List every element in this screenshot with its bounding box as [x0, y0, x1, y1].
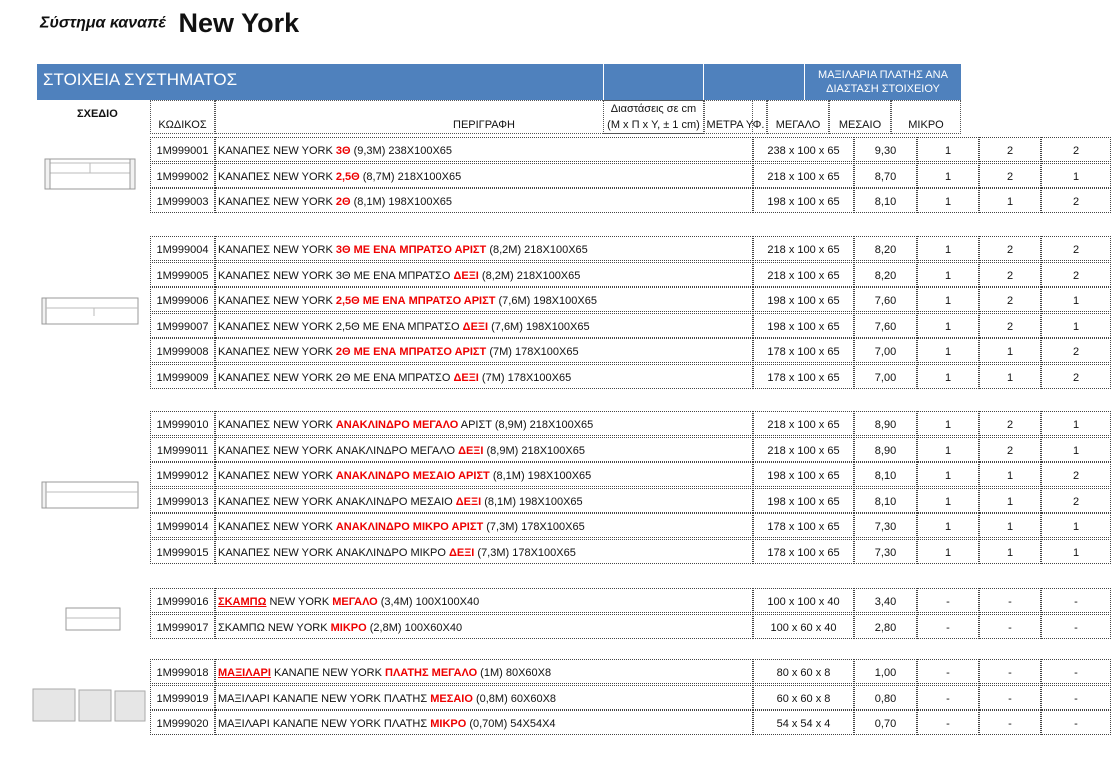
sketch-column-label: ΣΧΕΔΙΟ [77, 108, 118, 120]
product-dimensions: 198 x 100 x 65 [753, 313, 854, 338]
description-text: ΔΕΞΙ [453, 269, 479, 282]
product-dimensions: 218 x 100 x 65 [753, 236, 854, 261]
product-code: 1M999002 [150, 163, 215, 188]
cushions-small: 1 [1041, 513, 1111, 538]
product-description [215, 411, 753, 436]
cushions-large: - [917, 685, 979, 710]
title-system: Σύστημα καναπέ [40, 14, 167, 32]
col-small: ΜΙΚΡΟ [891, 100, 961, 134]
product-description [215, 313, 753, 338]
description-text: ΠΛΑΤΗΣ ΜΕΓΑΛΟ [385, 667, 478, 679]
table-row [150, 462, 1080, 487]
table-row [150, 513, 1080, 538]
description-text: ΚΑΝΑΠΕΣ NEW YORK [218, 521, 336, 533]
product-dimensions: 238 x 100 x 65 [753, 137, 854, 162]
product-description [215, 364, 753, 389]
description-text: 2Θ [335, 196, 351, 208]
description-text: ΚΑΝΑΠΕΣ NEW YORK [218, 145, 336, 157]
cushions-large: 1 [917, 488, 979, 513]
fabric-meters: 8,90 [854, 411, 917, 436]
product-code: 1M999015 [150, 539, 215, 564]
description-text: ΑΝΑΚΛΙΝΔΡΟ ΜΙΚΡΟ ΑΡΙΣΤ [335, 521, 484, 533]
cushions-small: 1 [1041, 313, 1111, 338]
description-text: (7M) 178X100X65 [478, 371, 572, 384]
description-text: 2,5Θ ΜΕ ΕΝΑ ΜΠΡΑΤΣΟ ΑΡΙΣΤ [335, 295, 496, 307]
cushions-medium: - [979, 588, 1041, 613]
fabric-meters: 7,60 [854, 313, 917, 338]
cushions-heading: ΜΑΞΙΛΑΡΙΑ ΠΛΑΤΗΣ ΑΝΑ ΔΙΑΣΤΑΣΗ ΣΤΟΙΧΕΙΟΥ [804, 64, 961, 100]
description-text: 3Θ [335, 145, 351, 157]
description-text: (8,2M) 218X100X65 [478, 269, 581, 282]
fabric-meters: 7,00 [854, 364, 917, 389]
cushions-small: 2 [1041, 236, 1111, 261]
table-row [150, 659, 1078, 684]
product-description [215, 710, 753, 735]
description-text: ΜΙΚΡΟ [430, 718, 467, 730]
cushions-medium: - [979, 659, 1041, 684]
system-heading: ΣΤΟΙΧΕΙΑ ΣΥΣΤΗΜΑΤΟΣ [43, 70, 238, 89]
product-description [215, 338, 753, 363]
cushions-medium: 2 [979, 262, 1041, 287]
description-text: ΚΑΝΑΠΕΣ NEW YORK [218, 295, 336, 307]
product-code: 1M999012 [150, 462, 215, 487]
product-code: 1M999001 [150, 137, 215, 162]
product-dimensions: 218 x 100 x 65 [753, 411, 854, 436]
table-row [150, 313, 1080, 338]
col-fabric: ΜΕΤΡΑ ΥΦ. [704, 100, 767, 134]
product-dimensions: 198 x 100 x 65 [753, 462, 854, 487]
product-code: 1M999006 [150, 287, 215, 312]
table-row [150, 236, 1080, 261]
cushions-large: 1 [917, 462, 979, 487]
description-text: (1M) 80X60X8 [477, 667, 552, 679]
description-text: ΚΑΝΑΠΕΣ NEW YORK 2,5Θ ΜΕ ΕΝΑ ΜΠΡΑΤΣΟ [218, 320, 463, 333]
product-dimensions: 54 x 54 x 4 [753, 710, 854, 735]
cushions-medium: 2 [979, 287, 1041, 312]
description-text: (7,3M) 178X100X65 [474, 546, 576, 559]
cushions-large: 1 [917, 287, 979, 312]
cushions-small: - [1041, 710, 1111, 735]
col-medium: ΜΕΣΑΙΟ [829, 100, 891, 134]
cushions-medium: 1 [979, 513, 1041, 538]
product-code: 1M999008 [150, 338, 215, 363]
description-text: ΚΑΝΑΠΕΣ NEW YORK [218, 419, 336, 431]
product-dimensions: 100 x 60 x 40 [753, 614, 854, 639]
description-text: ΚΑΝΑΠΕΣ NEW YORK [218, 196, 336, 208]
product-code: 1M999004 [150, 236, 215, 261]
sofa-bed-sketch-icon [40, 480, 140, 510]
cushions-large: - [917, 710, 979, 735]
description-text: (8,1M) 198X100X65 [489, 470, 592, 482]
product-code: 1M999010 [150, 411, 215, 436]
description-text: ΔΕΞΙ [455, 495, 482, 508]
description-text: ΑΡΙΣΤ (8,9M) 218X100X65 [458, 419, 594, 431]
fabric-meters: 3,40 [854, 588, 917, 613]
product-dimensions: 218 x 100 x 65 [753, 437, 854, 462]
cushions-medium: 1 [979, 488, 1041, 513]
description-text: ΔΕΞΙ [448, 546, 475, 559]
table-row [150, 588, 1078, 613]
cushions-small: - [1041, 659, 1111, 684]
cushions-medium: 2 [979, 313, 1041, 338]
cushions-large: 1 [917, 262, 979, 287]
table-row [150, 262, 1080, 287]
cushions-small: 2 [1041, 338, 1111, 363]
title-model: New York [178, 8, 300, 38]
description-text: ΚΑΝΑΠΕΣ NEW YORK 2Θ ΜΕ ΕΝΑ ΜΠΡΑΤΣΟ [218, 371, 454, 384]
product-dimensions: 60 x 60 x 8 [753, 685, 854, 710]
cushions-large: 1 [917, 137, 979, 162]
description-text: (0,8M) 60X60X8 [472, 692, 557, 705]
fabric-meters: 1,00 [854, 659, 917, 684]
description-text: ΚΑΝΑΠΕΣ NEW YORK [218, 244, 336, 256]
table-row [150, 287, 1080, 312]
product-description [215, 137, 753, 162]
cushions-medium: 1 [979, 462, 1041, 487]
table-row [150, 137, 1080, 162]
description-text: ΚΑΝΑΠΕΣ NEW YORK [218, 170, 336, 183]
description-text: ΚΑΝΑΠΕ NEW YORK [270, 667, 386, 679]
product-dimensions: 198 x 100 x 65 [753, 488, 854, 513]
product-code: 1M999014 [150, 513, 215, 538]
cushions-large: - [917, 588, 979, 613]
cushions-small: 1 [1041, 437, 1111, 462]
cushions-small: 2 [1041, 364, 1111, 389]
description-text: ΜΑΞΙΛΑΡΙ [218, 667, 271, 679]
cushions-medium: 2 [979, 163, 1041, 188]
sofa-one-arm-sketch-icon [40, 296, 140, 326]
product-code: 1M999003 [150, 188, 215, 213]
description-text: ΑΝΑΚΛΙΝΔΡΟ ΜΕΓΑΛΟ [335, 419, 459, 431]
header-spacer [703, 64, 805, 100]
description-text: ΑΝΑΚΛΙΝΔΡΟ ΜΕΣΑΙΟ ΑΡΙΣΤ [335, 470, 490, 482]
description-text: (2,8M) 100X60X40 [366, 621, 463, 634]
description-text: (8,2M) 218X100X65 [486, 244, 588, 256]
product-description [215, 163, 753, 188]
product-description [215, 614, 753, 639]
product-dimensions: 178 x 100 x 65 [753, 338, 854, 363]
table-row [150, 163, 1080, 188]
product-description [215, 659, 753, 684]
cushions-small: 2 [1041, 188, 1111, 213]
fabric-meters: 8,70 [854, 163, 917, 188]
product-dimensions: 178 x 100 x 65 [753, 513, 854, 538]
fabric-meters: 8,10 [854, 488, 917, 513]
product-description [215, 262, 753, 287]
table-row [150, 364, 1080, 389]
table-header-bar [37, 64, 961, 100]
description-text: NEW YORK [266, 596, 333, 608]
table-row [150, 685, 1078, 710]
product-description [215, 236, 753, 261]
product-code: 1M999005 [150, 262, 215, 287]
product-code: 1M999013 [150, 488, 215, 513]
description-text: (7M) 178X100X65 [486, 346, 579, 358]
cushions-medium: 1 [979, 364, 1041, 389]
description-text: 3Θ ΜΕ ΕΝΑ ΜΠΡΑΤΣΟ ΑΡΙΣΤ [335, 244, 487, 256]
description-text: ΔΕΞΙ [458, 444, 484, 457]
cushions-medium: 1 [979, 188, 1041, 213]
fabric-meters: 8,10 [854, 188, 917, 213]
table-row [150, 539, 1080, 564]
product-dimensions: 218 x 100 x 65 [753, 262, 854, 287]
fabric-meters: 7,60 [854, 287, 917, 312]
product-description [215, 588, 753, 613]
cushions-large: 1 [917, 437, 979, 462]
description-text: ΚΑΝΑΠΕΣ NEW YORK ΑΝΑΚΛΙΝΔΡΟ ΜΙΚΡΟ [218, 546, 449, 559]
product-description [215, 685, 753, 710]
cushions-large: 1 [917, 411, 979, 436]
product-dimensions: 80 x 60 x 8 [753, 659, 854, 684]
cushions-small: 2 [1041, 488, 1111, 513]
fabric-meters: 8,20 [854, 236, 917, 261]
description-text: ΜΑΞΙΛΑΡΙ ΚΑΝΑΠΕ NEW YORK ΠΛΑΤΗΣ [218, 718, 431, 730]
fabric-meters: 7,30 [854, 539, 917, 564]
cushions-small: - [1041, 614, 1111, 639]
cushions-large: 1 [917, 163, 979, 188]
col-large: ΜΕΓΑΛΟ [767, 100, 829, 134]
cushions-medium: 2 [979, 437, 1041, 462]
description-text: 2,5Θ [335, 170, 360, 183]
cushions-medium: - [979, 614, 1041, 639]
fabric-meters: 7,00 [854, 338, 917, 363]
table-row [150, 437, 1080, 462]
fabric-meters: 0,70 [854, 710, 917, 735]
product-dimensions: 100 x 100 x 40 [753, 588, 854, 613]
cushions-medium: - [979, 710, 1041, 735]
description-text: ΚΑΝΑΠΕΣ NEW YORK [218, 346, 336, 358]
cushions-small: 2 [1041, 262, 1111, 287]
cushions-small: 1 [1041, 163, 1111, 188]
description-text: (8,7M) 218X100X65 [359, 170, 462, 183]
cushions-small: 1 [1041, 287, 1111, 312]
cushions-large: 1 [917, 338, 979, 363]
product-description [215, 488, 753, 513]
cushions-sketch-icon [32, 688, 147, 722]
cushions-small: 1 [1041, 539, 1111, 564]
description-text: 2Θ ΜΕ ΕΝΑ ΜΠΡΑΤΣΟ ΑΡΙΣΤ [335, 346, 487, 358]
description-text: ΚΑΝΑΠΕΣ NEW YORK ΑΝΑΚΛΙΝΔΡΟ ΜΕΓΑΛΟ [218, 444, 459, 457]
product-dimensions: 198 x 100 x 65 [753, 188, 854, 213]
product-description [215, 437, 753, 462]
fabric-meters: 2,80 [854, 614, 917, 639]
table-row [150, 488, 1080, 513]
cushions-small: 2 [1041, 137, 1111, 162]
description-text: (3,4M) 100X100X40 [377, 596, 480, 608]
product-code: 1M999016 [150, 588, 215, 613]
cushions-small: 2 [1041, 462, 1111, 487]
product-code: 1M999019 [150, 685, 215, 710]
cushions-large: 1 [917, 188, 979, 213]
cushions-small: 1 [1041, 411, 1111, 436]
description-text: ΚΑΝΑΠΕΣ NEW YORK 3Θ ΜΕ ΕΝΑ ΜΠΡΑΤΣΟ [218, 269, 454, 282]
table-row [150, 614, 1078, 639]
fabric-meters: 8,20 [854, 262, 917, 287]
description-text: ΜΙΚΡΟ [330, 621, 367, 634]
cushions-large: - [917, 614, 979, 639]
description-text: (9,3M) 238X100X65 [350, 145, 453, 157]
col-code: ΚΩΔΙΚΟΣ [150, 100, 215, 134]
cushions-large: 1 [917, 539, 979, 564]
cushions-medium: 1 [979, 539, 1041, 564]
description-text: (8,1M) 198X100X65 [481, 495, 583, 508]
description-text: ΚΑΝΑΠΕΣ NEW YORK [218, 470, 336, 482]
cushions-small: - [1041, 588, 1111, 613]
fabric-meters: 8,90 [854, 437, 917, 462]
product-description [215, 462, 753, 487]
fabric-meters: 8,10 [854, 462, 917, 487]
cushions-medium: - [979, 685, 1041, 710]
description-text: ΔΕΞΙ [453, 371, 479, 384]
cushions-large: - [917, 659, 979, 684]
sofa-sketch-icon [43, 157, 138, 193]
cushions-medium: 2 [979, 236, 1041, 261]
col-dimensions: Διαστάσεις σε cm (Μ x Π x Υ, ± 1 cm) [603, 100, 704, 134]
cushions-large: 1 [917, 313, 979, 338]
description-text: ΣΚΑΜΠΩ [218, 596, 267, 608]
col-description: ΠΕΡΙΓΡΑΦΗ [215, 100, 753, 134]
description-text: ΜΕΓΑΛΟ [332, 596, 378, 608]
ottoman-sketch-icon [64, 606, 122, 632]
product-description [215, 513, 753, 538]
header-spacer [603, 64, 704, 100]
product-description [215, 539, 753, 564]
table-row [150, 411, 1080, 436]
product-description [215, 188, 753, 213]
description-text: ΚΑΝΑΠΕΣ NEW YORK ΑΝΑΚΛΙΝΔΡΟ ΜΕΣΑΙΟ [218, 495, 456, 508]
cushions-small: - [1041, 685, 1111, 710]
cushions-large: 1 [917, 236, 979, 261]
cushions-medium: 1 [979, 338, 1041, 363]
description-text: (7,3M) 178X100X65 [483, 521, 585, 533]
fabric-meters: 0,80 [854, 685, 917, 710]
description-text: ΜΑΞΙΛΑΡΙ ΚΑΝΑΠΕ NEW YORK ΠΛΑΤΗΣ [218, 692, 431, 705]
description-text: (8,9M) 218X100X65 [483, 444, 585, 457]
description-text: ΔΕΞΙ [462, 320, 489, 333]
description-text: (7,6M) 198X100X65 [488, 320, 590, 333]
product-dimensions: 218 x 100 x 65 [753, 163, 854, 188]
product-dimensions: 178 x 100 x 65 [753, 539, 854, 564]
table-row [150, 710, 1078, 735]
product-code: 1M999011 [150, 437, 215, 462]
description-text: (8,1M) 198X100X65 [350, 196, 453, 208]
product-code: 1M999018 [150, 659, 215, 684]
product-code: 1M999009 [150, 364, 215, 389]
cushions-large: 1 [917, 513, 979, 538]
fabric-meters: 7,30 [854, 513, 917, 538]
description-text: ΣΚΑΜΠΩ NEW YORK [218, 621, 331, 634]
cushions-large: 1 [917, 364, 979, 389]
cushions-medium: 2 [979, 411, 1041, 436]
product-code: 1M999007 [150, 313, 215, 338]
description-text: (7,6M) 198X100X65 [495, 295, 597, 307]
table-row [150, 338, 1080, 363]
product-code: 1M999017 [150, 614, 215, 639]
table-row [150, 188, 1080, 213]
description-text: ΜΕΣΑΙΟ [430, 692, 473, 705]
fabric-meters: 9,30 [854, 137, 917, 162]
product-dimensions: 178 x 100 x 65 [753, 364, 854, 389]
page-title [40, 8, 299, 39]
product-dimensions: 198 x 100 x 65 [753, 287, 854, 312]
product-description [215, 287, 753, 312]
description-text: (0,70M) 54X54X4 [466, 718, 556, 730]
cushions-medium: 2 [979, 137, 1041, 162]
product-code: 1M999020 [150, 710, 215, 735]
